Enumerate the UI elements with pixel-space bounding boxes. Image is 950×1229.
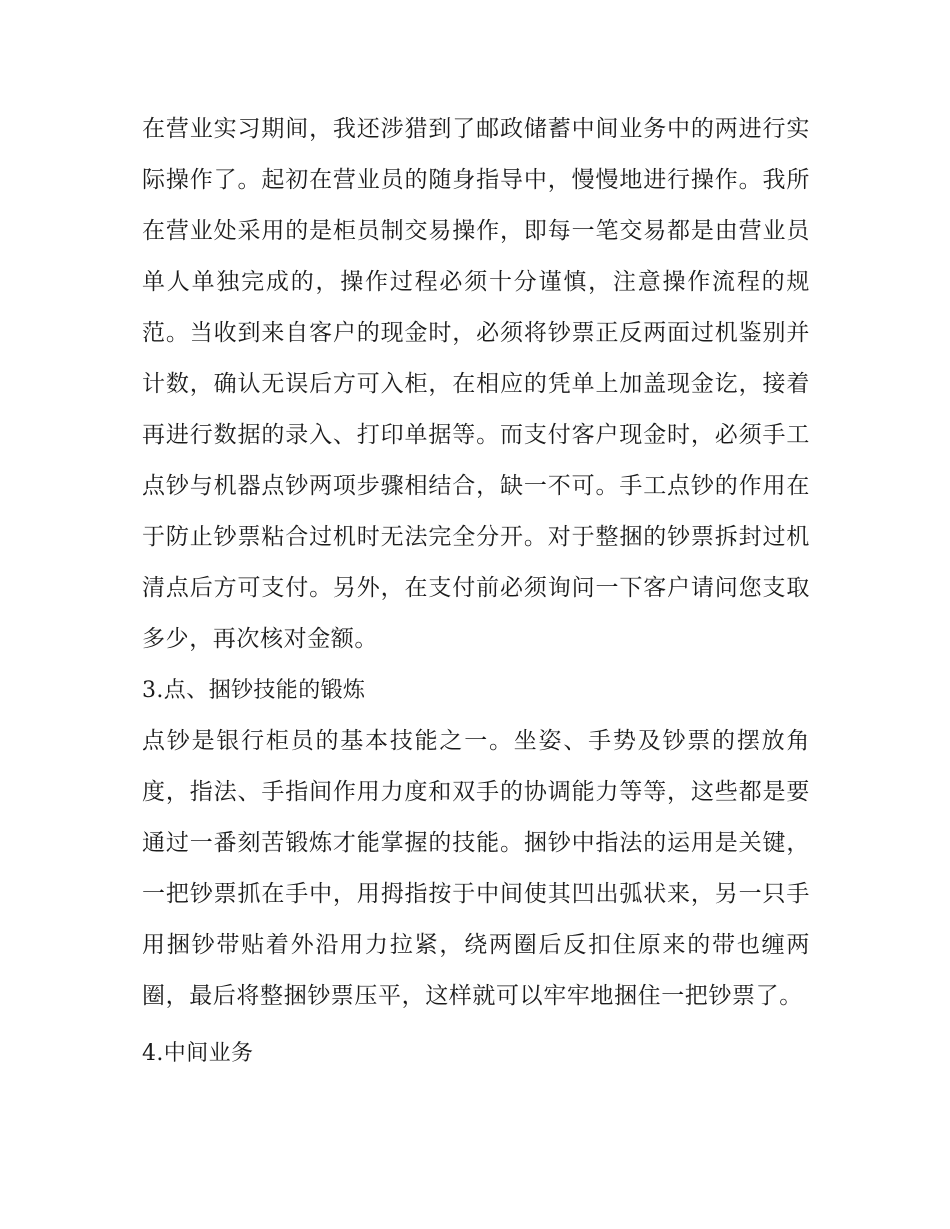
paragraph-cash-counting: 点钞是银行柜员的基本技能之一。坐姿、手势及钞票的摆放角度，指法、手指间作用力度和双手的协调能力等等，这些都是要通过一番刻苦锻炼才能掌握的技能。捆钞中指法的运用是关键，一把钞票抓在手中，用拇指按于中间使其凹出弧状来，另一只手用捆钞带贴着外沿用力拉紧，绕两圈后反扣住原来的带也缠两圈，最后将整捆钞票压平，这样就可以牢牢地捆住一把钞票了。 (142, 728, 810, 1009)
section-heading-intermediate-business: 4.中间业务 (142, 1041, 254, 1066)
paragraph-internship-operations: 在营业实习期间，我还涉猎到了邮政储蓄中间业务中的两进行实际操作了。起初在营业员的随身指导中，慢慢地进行操作。我所在营业处采用的是柜员制交易操作，即每一笔交易都是由营业员单人单独完成的，操作过程必须十分谨慎，注意操作流程的规范。当收到来自客户的现金时，必须将钞票正反两面过机鉴别并计数，确认无误后方可入柜，在相应的凭单上加盖现金讫，接着再进行数据的录入、打印单据等。而支付客户现金时，必须手工点钞与机器点钞两项步骤相结合，缺一不可。手工点钞的作用在于防止钞票粘合过机时无法完全分开。对于整捆的钞票拆封过机清点后方可支付。另外，在支付前必须询问一下客户请问您支取多少，再次核对金额。 (142, 116, 810, 652)
document-body (142, 104, 810, 1079)
section-heading-cash-skills: 3.点、捆钞技能的锻炼 (142, 678, 366, 703)
